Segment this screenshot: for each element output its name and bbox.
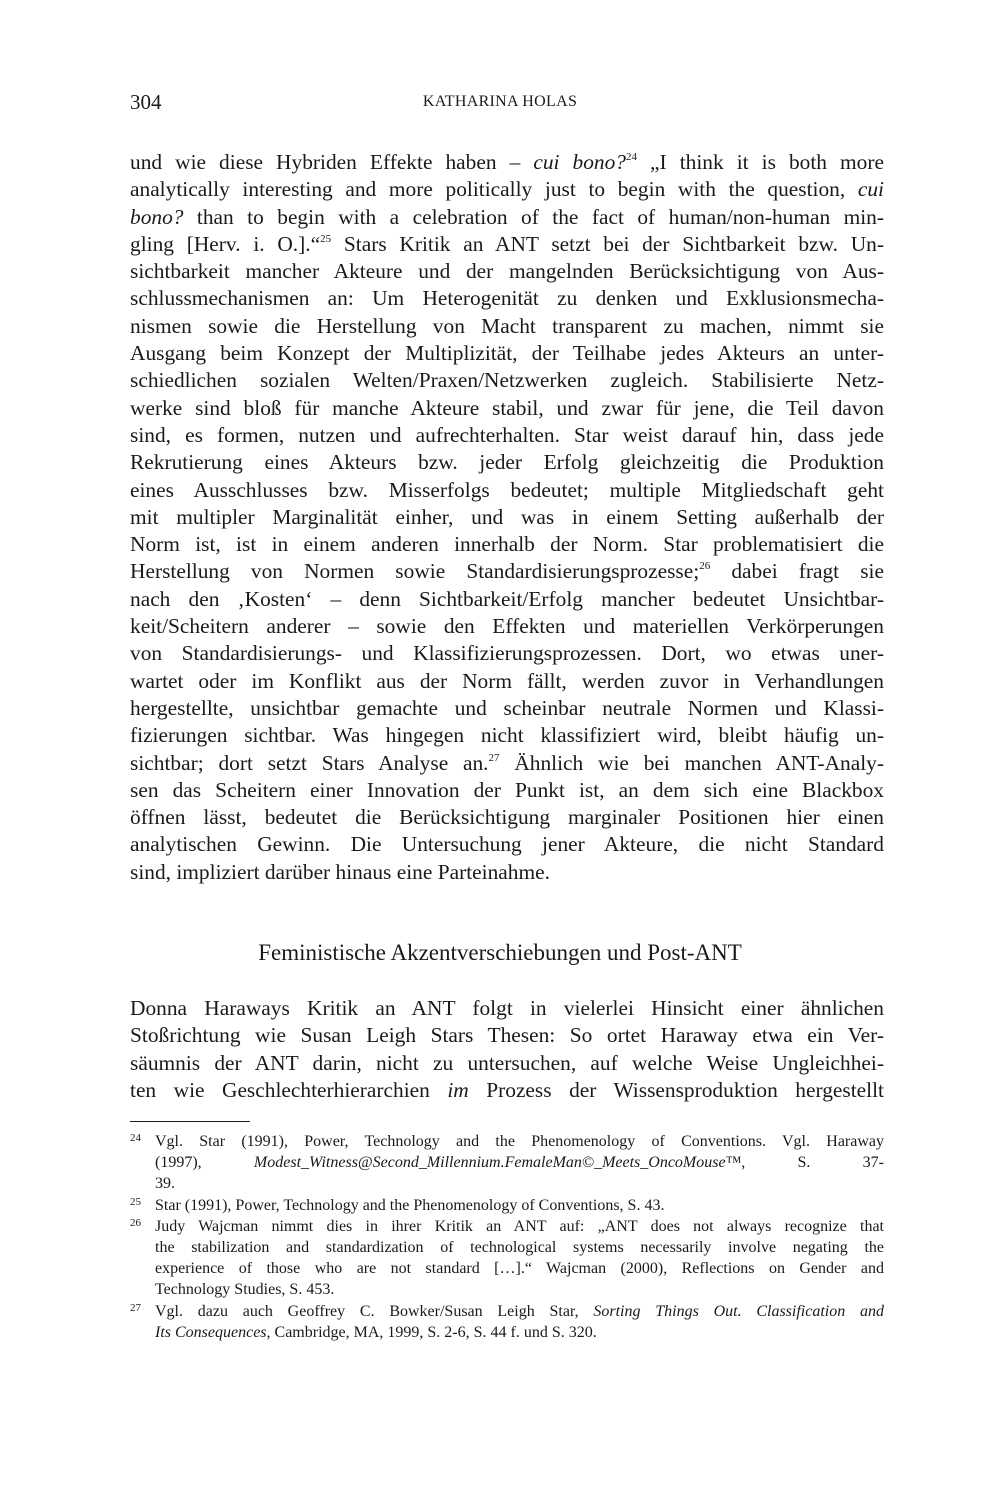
text-line: analytischen Gewinn. Die Untersuchung jener Akteure, die nicht Standard	[130, 832, 884, 857]
text-line	[130, 231, 884, 258]
footnote-line: Vgl. Star (1991), Power, Technology and the Phenomenology of Conventions. Vgl. Haraway	[155, 1133, 884, 1150]
page-number: 304	[130, 90, 162, 114]
footnote-ref-25: 25	[320, 232, 332, 245]
text-line: von Standardisierungs- und Klassifizierungsprozessen. Dort, wo etwas uner-	[130, 641, 884, 666]
italic-run: cui bono?	[533, 150, 626, 174]
italic-run: cui	[857, 177, 884, 202]
text-run: analytically interesting and more politically just to begin with the question,	[130, 177, 858, 202]
text-line: nach den ‚Kosten‘ – denn Sichtbarkeit/Erfolg mancher bedeutet Unsichtbar-	[130, 586, 884, 611]
footnote-ref-26: 26	[699, 560, 711, 573]
footnote-line: 39.	[155, 1175, 175, 1193]
text-line: fizierungen sichtbar. Was hingegen nicht klassifiziert wird, bleibt häufig un-	[130, 723, 884, 748]
text-run: than to begin with a celebration of the fact of human/non-human min-	[183, 204, 884, 229]
text-line	[130, 176, 884, 203]
italic-run: im	[447, 1077, 469, 1102]
text-run: „I think it is both more	[637, 150, 884, 174]
footnote-26	[130, 1216, 884, 1301]
text-line: keit/Scheitern anderer – sowie den Effekten und materiellen Verkörperungen	[130, 614, 884, 639]
text-line: wartet oder im Konflikt aus der Norm fällt, werden zuvor in Verhandlungen	[130, 668, 884, 693]
body-paragraph-2	[130, 995, 884, 1104]
text-line	[130, 558, 884, 585]
footnote-25	[130, 1195, 884, 1216]
footnote-number: 25	[130, 1195, 141, 1208]
italic-run: Modest_Witness@Second_Millennium.FemaleMan©_Meets_OncoMouse™	[253, 1154, 742, 1172]
footnote-number: 24	[130, 1132, 141, 1144]
text-line: Ausgang beim Konzept der Multiplizität, der Teilhabe jedes Akteurs an unter-	[130, 341, 884, 366]
running-head: KATHARINA HOLAS	[422, 93, 578, 110]
footnote-ref-24: 24	[626, 151, 637, 163]
text-run: Stars Kritik an ANT setzt bei der Sichtbarkeit bzw. Un-	[331, 231, 884, 256]
text-line: säumnis der ANT darin, nicht zu untersuchen, auf welche Weise Ungleichhei-	[130, 1050, 884, 1075]
text-run: (1997),	[155, 1154, 254, 1172]
text-run: und wie diese Hybriden Effekte haben –	[130, 150, 534, 174]
footnote-line	[155, 1301, 884, 1322]
footnote-line: Technology Studies, S. 453.	[155, 1281, 335, 1299]
text-run: dabei fragt sie	[710, 559, 884, 584]
footnote-line	[155, 1322, 884, 1343]
footnote-ref-27: 27	[488, 751, 500, 764]
text-line: mit multipler Marginalität einher, und was in einem Setting außerhalb der	[130, 504, 884, 529]
text-line: Stoßrichtung wie Susan Leigh Stars Thesen: So ortet Haraway etwa ein Ver-	[130, 1023, 884, 1048]
text-line	[130, 1077, 884, 1104]
text-line: eines Ausschlusses bzw. Misserfolgs bedeutet; multiple Mitgliedschaft geht	[130, 477, 884, 502]
text-run: Prozess der Wissensproduktion hergestellt	[468, 1077, 884, 1102]
footnote-line: experience of those who are not standard […].“ Wajcman (2000), Reflections on Gender and	[155, 1260, 884, 1278]
text-line: schiedlichen sozialen Welten/Praxen/Netzwerken zugleich. Stabilisierte Netz-	[130, 368, 884, 393]
text-run: ten wie Geschlechterhierarchien	[130, 1077, 448, 1102]
text-line: sichtbarkeit mancher Akteure und der mangelnden Berücksichtigung von Aus-	[130, 259, 884, 284]
footnote-number: 26	[130, 1216, 141, 1229]
text-run: gling [Herv. i. O.].“	[130, 231, 321, 256]
text-run: , S. 37-	[741, 1154, 885, 1172]
text-run: Vgl. dazu auch Geoffrey C. Bowker/Susan Leigh Star,	[155, 1302, 594, 1320]
footnote-27	[130, 1301, 884, 1343]
text-line	[130, 149, 884, 176]
text-run: sichtbar; dort setzt Stars Analyse an.	[130, 750, 489, 775]
text-line: werke sind bloß für manche Akteure stabil, und zwar für jene, die Teil davon	[130, 395, 884, 420]
footnotes	[130, 1131, 884, 1343]
italic-run: bono?	[130, 204, 184, 229]
text-line: sind, impliziert darüber hinaus eine Parteinahme.	[130, 859, 550, 884]
text-line: öffnen lässt, bedeutet die Berücksichtigung marginaler Positionen hier einen	[130, 805, 884, 830]
footnote-line	[155, 1152, 884, 1173]
text-line: Donna Haraways Kritik an ANT folgt in vielerlei Hinsicht einer ähnlichen	[130, 996, 884, 1020]
section-heading: Feministische Akzentverschiebungen und Post-ANT	[258, 940, 742, 965]
text-line: Rekrutierung eines Akteurs bzw. jeder Erfolg gleichzeitig die Produktion	[130, 450, 884, 475]
text-line: schlussmechanismen an: Um Heterogenität zu denken und Exklusionsmecha-	[130, 286, 884, 311]
footnote-divider	[130, 1121, 250, 1122]
footnote-line: Star (1991), Power, Technology and the Phenomenology of Conventions, S. 43.	[155, 1196, 665, 1214]
footnote-line: Judy Wajcman nimmt dies in ihrer Kritik an ANT auf: „ANT does not always recognize that	[155, 1217, 884, 1235]
italic-run: Its Consequences	[155, 1323, 267, 1341]
body-paragraph-1	[130, 149, 884, 886]
text-line: sind, es formen, nutzen und aufrechterhalten. Star weist darauf hin, dass jede	[130, 422, 884, 447]
footnote-number: 27	[130, 1301, 141, 1314]
text-line	[130, 204, 884, 231]
text-run: Ähnlich wie bei manchen ANT-Analy-	[499, 750, 884, 775]
text-run: Herstellung von Normen sowie Standardisierungsprozesse;	[130, 559, 700, 584]
footnote-24	[130, 1131, 884, 1195]
footnote-line: the stabilization and standardization of technological systems necessarily involve negating the	[155, 1239, 884, 1257]
text-run: , Cambridge, MA, 1999, S. 2-6, S. 44 f. und S. 320.	[266, 1323, 597, 1341]
italic-run: Sorting Things Out. Classification and	[593, 1302, 884, 1320]
text-line: Norm ist, ist in einem anderen innerhalb der Norm. Star problematisiert die	[130, 532, 884, 557]
text-line: nismen sowie die Herstellung von Macht transparent zu machen, nimmt sie	[130, 313, 884, 338]
text-line	[130, 750, 884, 777]
text-line: sen das Scheitern einer Innovation der Punkt ist, an dem sich eine Blackbox	[130, 777, 884, 802]
text-line: hergestellte, unsichtbar gemachte und scheinbar neutrale Normen und Klassi-	[130, 695, 884, 720]
